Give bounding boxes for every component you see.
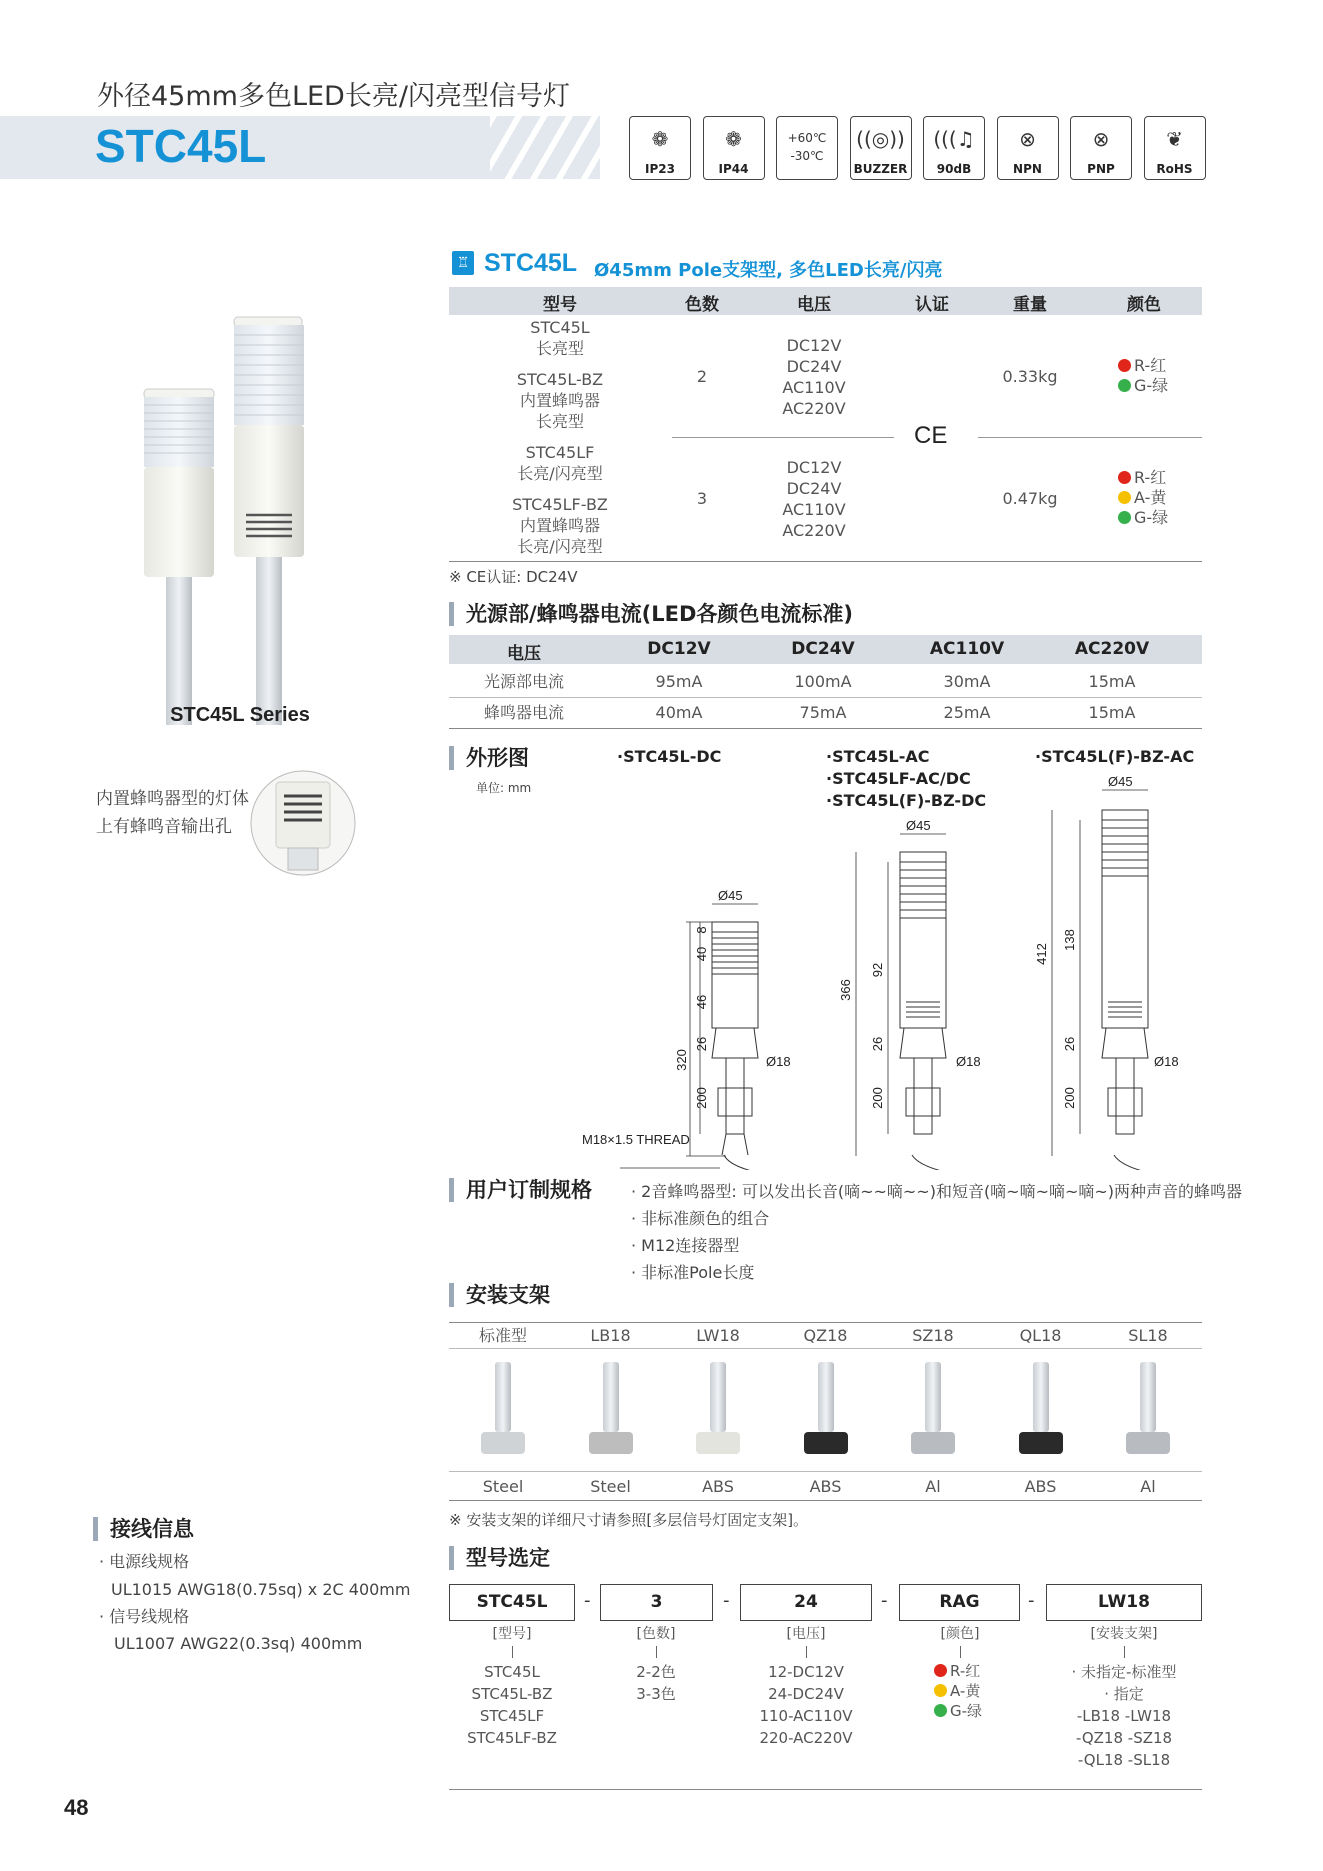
order-label: [颜色] — [940, 1626, 980, 1642]
color-option — [1118, 356, 1198, 376]
bracket-base — [481, 1432, 525, 1454]
bracket-base — [804, 1432, 848, 1454]
g1-v4: AC220V — [782, 399, 846, 418]
variant1-title: ·STC45L-DC — [617, 747, 722, 766]
order-bracket-box: LW18 — [1046, 1584, 1202, 1621]
g1-color-list — [1118, 356, 1198, 396]
npn-icon — [997, 116, 1059, 180]
bracket-material: Al — [925, 1477, 941, 1496]
order-color-label: R-红 — [950, 1662, 981, 1680]
temperature-icon-glyph: +60℃ -30℃ — [787, 131, 827, 163]
order-option: 3-3色 — [636, 1685, 676, 1703]
g1-colors: 2 — [696, 367, 708, 386]
g1-model-5: 长亮型 — [535, 412, 584, 431]
wiring-line3: · 信号线规格 — [99, 1607, 190, 1626]
wiring-heading: 接线信息 — [93, 1517, 194, 1541]
svg-text:Ø18: Ø18 — [766, 1054, 791, 1069]
order-color-option — [934, 1700, 982, 1721]
g2-colors: 3 — [696, 489, 708, 508]
svg-text:92: 92 — [870, 962, 885, 978]
g1-model-4: 内置蜂鸣器 — [519, 391, 600, 410]
bracket-base — [696, 1432, 740, 1454]
svg-text:M18×1.5 THREAD: M18×1.5 THREAD — [582, 1132, 690, 1147]
ce-mark: CE — [914, 422, 948, 449]
svg-text:Ø45: Ø45 — [906, 818, 931, 833]
g1-v1: DC12V — [786, 336, 842, 355]
order-option: 110-AC110V — [759, 1707, 853, 1725]
db-icon — [923, 116, 985, 180]
color-option — [1118, 508, 1198, 528]
wiring-line1: · 电源线规格 — [99, 1552, 190, 1571]
divider — [672, 437, 894, 438]
order-option: -QZ18 -SZ18 — [1075, 1729, 1173, 1747]
ip23-icon-label: IP23 — [645, 162, 675, 176]
color-dot — [1118, 511, 1131, 524]
g2-v3: AC110V — [782, 500, 846, 519]
buzzer-closeup — [248, 768, 358, 878]
spec-desc-heading: Ø45mm Pole支架型, 多色LED长亮/闪亮 — [594, 260, 943, 281]
order-label: [型号] — [492, 1626, 532, 1642]
color-dot — [934, 1664, 947, 1677]
current-col-2: DC24V — [791, 639, 855, 659]
order-label: [安装支架] — [1090, 1626, 1158, 1642]
order-option: STC45LF — [479, 1707, 545, 1725]
variant3-title: ·STC45L(F)-BZ-AC — [1035, 747, 1195, 766]
variant2-title-1: ·STC45L-AC — [826, 747, 930, 766]
divider — [978, 437, 1202, 438]
ip44-icon-glyph: ❁ — [725, 127, 742, 151]
color-dot — [1118, 491, 1131, 504]
g1-v3: AC110V — [782, 378, 846, 397]
svg-text:138: 138 — [1062, 929, 1077, 951]
color-dot — [1118, 471, 1131, 484]
col-model: 型号 — [543, 295, 577, 315]
page-subtitle: 外径45mm多色LED长亮/闪亮型信号灯 — [97, 81, 570, 112]
table-bottom — [449, 561, 1202, 562]
color-option-label: G-绿 — [1134, 508, 1169, 527]
order-option: STC45L-BZ — [471, 1685, 553, 1703]
order-option: -QL18 -SL18 — [1077, 1751, 1171, 1769]
separator: - — [723, 1590, 730, 1611]
svg-text:26: 26 — [870, 1036, 885, 1052]
ip44-icon — [703, 116, 765, 180]
bracket-pole — [1033, 1362, 1049, 1432]
col-weight: 重量 — [1013, 295, 1047, 315]
divider — [449, 1500, 1202, 1501]
divider — [449, 697, 1202, 698]
temperature-icon — [776, 116, 838, 180]
col-voltage: 电压 — [797, 295, 831, 315]
custom-item: · 非标准Pole长度 — [631, 1263, 755, 1282]
current-cell: 蜂鸣器电流 — [483, 703, 564, 722]
bracket-material: Al — [1140, 1477, 1156, 1496]
svg-text:Ø18: Ø18 — [956, 1054, 981, 1069]
lamp-icon: ♖ — [452, 251, 474, 275]
header-band-stripes — [490, 116, 600, 179]
pnp-icon — [1070, 116, 1132, 180]
bracket-material: Steel — [590, 1477, 631, 1496]
svg-text:26: 26 — [694, 1036, 709, 1052]
rohs-icon-glyph: ❦ — [1166, 127, 1183, 151]
col-color-count: 色数 — [685, 295, 719, 315]
current-col-3: AC110V — [929, 639, 1005, 659]
bracket-base — [1019, 1432, 1063, 1454]
custom-item: · 2音蜂鸣器型: 可以发出长音(嘀~~嘀~~)和短音(嘀~嘀~嘀~嘀~)两种声音的蜂鸣器 — [631, 1182, 1243, 1201]
bracket-base — [589, 1432, 633, 1454]
rohs-icon-label: RoHS — [1156, 162, 1193, 176]
db-icon-label: 90dB — [936, 162, 972, 176]
divider — [449, 1471, 1202, 1472]
color-option-label: R-红 — [1134, 468, 1167, 487]
order-color-label: G-绿 — [950, 1702, 983, 1720]
buzzer-note-line2: 上有蜂鸣音输出孔 — [96, 817, 232, 837]
bracket-base — [1126, 1432, 1170, 1454]
g2-model-3: STC45LF-BZ — [512, 495, 608, 514]
g2-v2: DC24V — [786, 479, 842, 498]
g2-weight: 0.47kg — [1002, 489, 1058, 508]
g2-v4: AC220V — [782, 521, 846, 540]
svg-text:46: 46 — [694, 994, 709, 1010]
svg-text:200: 200 — [694, 1087, 709, 1109]
order-option: · 指定 — [1104, 1685, 1144, 1703]
wiring-line2: UL1015 AWG18(0.75sq) x 2C 400mm — [111, 1580, 411, 1599]
bracket-heading: 安装支架 — [449, 1283, 550, 1307]
g2-model-1: STC45LF — [525, 443, 595, 462]
svg-text:8: 8 — [694, 926, 709, 934]
order-option: STC45LF-BZ — [467, 1729, 557, 1747]
order-option: · 未指定-标准型 — [1071, 1663, 1177, 1681]
variant2-title-2: ·STC45LF-AC/DC — [826, 769, 971, 788]
custom-heading: 用户订制规格 — [449, 1178, 592, 1202]
g2-model-5: 长亮/闪亮型 — [517, 537, 603, 556]
order-connector — [960, 1646, 961, 1658]
rohs-icon — [1144, 116, 1206, 180]
ip23-icon-glyph: ❁ — [651, 127, 669, 151]
current-cell: 40mA — [655, 703, 703, 722]
bracket-name: QZ18 — [803, 1326, 848, 1345]
bracket-base — [911, 1432, 955, 1454]
order-option: 2-2色 — [636, 1663, 676, 1681]
dimension-heading: 外形图 — [449, 746, 529, 770]
separator: - — [881, 1590, 888, 1611]
color-dot — [934, 1684, 947, 1697]
buzzer-icon — [850, 116, 912, 180]
col-cert: 认证 — [915, 295, 949, 315]
current-heading: 光源部/蜂鸣器电流(LED各颜色电流标准) — [449, 602, 853, 626]
current-cell: 25mA — [943, 703, 991, 722]
divider — [449, 1789, 1202, 1790]
g1-weight: 0.33kg — [1002, 367, 1058, 386]
divider — [449, 1348, 1202, 1349]
order-connector — [1124, 1646, 1125, 1658]
cert-note: ※ CE认证: DC24V — [449, 568, 578, 586]
npn-icon-glyph: ⊗ — [1019, 127, 1036, 151]
spec-model-heading: STC45L — [484, 249, 578, 277]
order-voltage-box: 24 — [740, 1584, 872, 1621]
db-icon-glyph: (((♫ — [933, 127, 975, 151]
current-cell: 30mA — [943, 672, 991, 691]
bracket-name: LW18 — [696, 1326, 740, 1345]
order-connector — [656, 1646, 657, 1658]
order-option: 12-DC12V — [768, 1663, 844, 1681]
order-color-option — [934, 1660, 980, 1681]
current-col-0: 电压 — [507, 644, 541, 664]
svg-text:Ø45: Ø45 — [1108, 774, 1133, 789]
bracket-pole — [603, 1362, 619, 1432]
bracket-name: 标准型 — [478, 1326, 527, 1345]
bracket-name: SL18 — [1128, 1326, 1168, 1345]
custom-item: · 非标准颜色的组合 — [631, 1209, 770, 1228]
svg-text:Ø18: Ø18 — [1154, 1054, 1179, 1069]
buzzer-note-line1: 内置蜂鸣器型的灯体 — [96, 789, 249, 809]
current-cell: 75mA — [799, 703, 847, 722]
color-option — [1118, 488, 1198, 508]
pnp-icon-glyph: ⊗ — [1092, 127, 1110, 151]
current-col-4: AC220V — [1074, 639, 1150, 659]
ordering-heading: 型号选定 — [449, 1546, 550, 1570]
pnp-icon-label: PNP — [1087, 162, 1115, 176]
page-number: 48 — [64, 1795, 89, 1820]
bracket-pole — [925, 1362, 941, 1432]
order-color-option — [934, 1680, 980, 1701]
g2-v1: DC12V — [786, 458, 842, 477]
bracket-pole — [818, 1362, 834, 1432]
buzzer-icon-glyph: ((◎)) — [856, 127, 905, 151]
wiring-line4: UL1007 AWG22(0.3sq) 400mm — [114, 1634, 363, 1653]
order-model-box: STC45L — [449, 1584, 575, 1621]
svg-text:200: 200 — [1062, 1087, 1077, 1109]
order-option: 24-DC24V — [768, 1685, 844, 1703]
g2-color-list — [1118, 468, 1198, 528]
npn-icon-label: NPN — [1013, 162, 1042, 176]
svg-text:366: 366 — [838, 979, 853, 1001]
order-option: 220-AC220V — [759, 1729, 853, 1747]
color-option-label: R-红 — [1134, 356, 1167, 375]
dimension-drawings — [560, 770, 1210, 1170]
order-connector — [806, 1646, 807, 1658]
order-color-box: RAG — [899, 1584, 1020, 1621]
current-cell: 15mA — [1088, 703, 1136, 722]
col-color: 颜色 — [1127, 295, 1161, 315]
separator: - — [584, 1590, 591, 1611]
unit-label: 单位: mm — [476, 781, 532, 795]
bracket-material: ABS — [702, 1477, 734, 1496]
g1-model-3: STC45L-BZ — [516, 370, 604, 389]
svg-text:320: 320 — [674, 1049, 689, 1071]
order-option: -LB18 -LW18 — [1076, 1707, 1172, 1725]
color-dot — [1118, 359, 1131, 372]
order-color-label: A-黄 — [950, 1682, 981, 1700]
bracket-note: ※ 安装支架的详细尺寸请参照[多层信号灯固定支架]。 — [449, 1511, 809, 1529]
order-label: [电压] — [786, 1626, 826, 1642]
bracket-material: ABS — [809, 1477, 842, 1496]
bracket-material: ABS — [1024, 1477, 1057, 1496]
color-dot — [934, 1704, 947, 1717]
order-option: STC45L — [484, 1663, 540, 1681]
series-label: STC45L Series — [170, 704, 310, 726]
bracket-name: LB18 — [590, 1326, 631, 1345]
color-option-label: A-黄 — [1134, 488, 1167, 507]
page-title: STC45L — [95, 120, 267, 172]
g1-v2: DC24V — [786, 357, 842, 376]
bracket-name: SZ18 — [912, 1326, 954, 1345]
divider — [449, 1322, 1202, 1323]
current-col-1: DC12V — [647, 639, 711, 659]
color-option-label: G-绿 — [1134, 376, 1169, 395]
order-label: [色数] — [636, 1626, 676, 1642]
svg-text:412: 412 — [1034, 943, 1049, 965]
order-colors-box: 3 — [600, 1584, 713, 1621]
bracket-pole — [710, 1362, 726, 1432]
g1-model-2: 长亮型 — [535, 339, 584, 358]
custom-item: · M12连接器型 — [631, 1236, 740, 1255]
variant2-title-3: ·STC45L(F)-BZ-DC — [826, 791, 987, 810]
bracket-pole — [1140, 1362, 1156, 1432]
current-cell: 15mA — [1088, 672, 1136, 691]
color-option — [1118, 468, 1198, 488]
bracket-material: Steel — [482, 1477, 524, 1496]
svg-text:Ø45: Ø45 — [718, 888, 743, 903]
current-cell: 95mA — [655, 672, 703, 691]
bracket-pole — [495, 1362, 511, 1432]
current-cell: 光源部电流 — [483, 672, 564, 691]
svg-text:40: 40 — [694, 946, 709, 962]
color-option — [1118, 376, 1198, 396]
bracket-name: QL18 — [1019, 1326, 1062, 1345]
g1-model-1: STC45L — [530, 318, 590, 337]
svg-text:26: 26 — [1062, 1036, 1077, 1052]
buzzer-icon-label: BUZZER — [853, 162, 908, 176]
ip23-icon — [629, 116, 691, 180]
color-dot — [1118, 379, 1131, 392]
ip44-icon-label: IP44 — [718, 162, 749, 176]
divider — [449, 728, 1202, 729]
product-photo — [130, 305, 350, 725]
current-cell: 100mA — [794, 672, 852, 691]
g2-model-2: 长亮/闪亮型 — [517, 464, 603, 483]
separator: - — [1028, 1590, 1035, 1611]
svg-text:200: 200 — [870, 1087, 885, 1109]
order-connector — [512, 1646, 513, 1658]
g2-model-4: 内置蜂鸣器 — [519, 516, 600, 535]
